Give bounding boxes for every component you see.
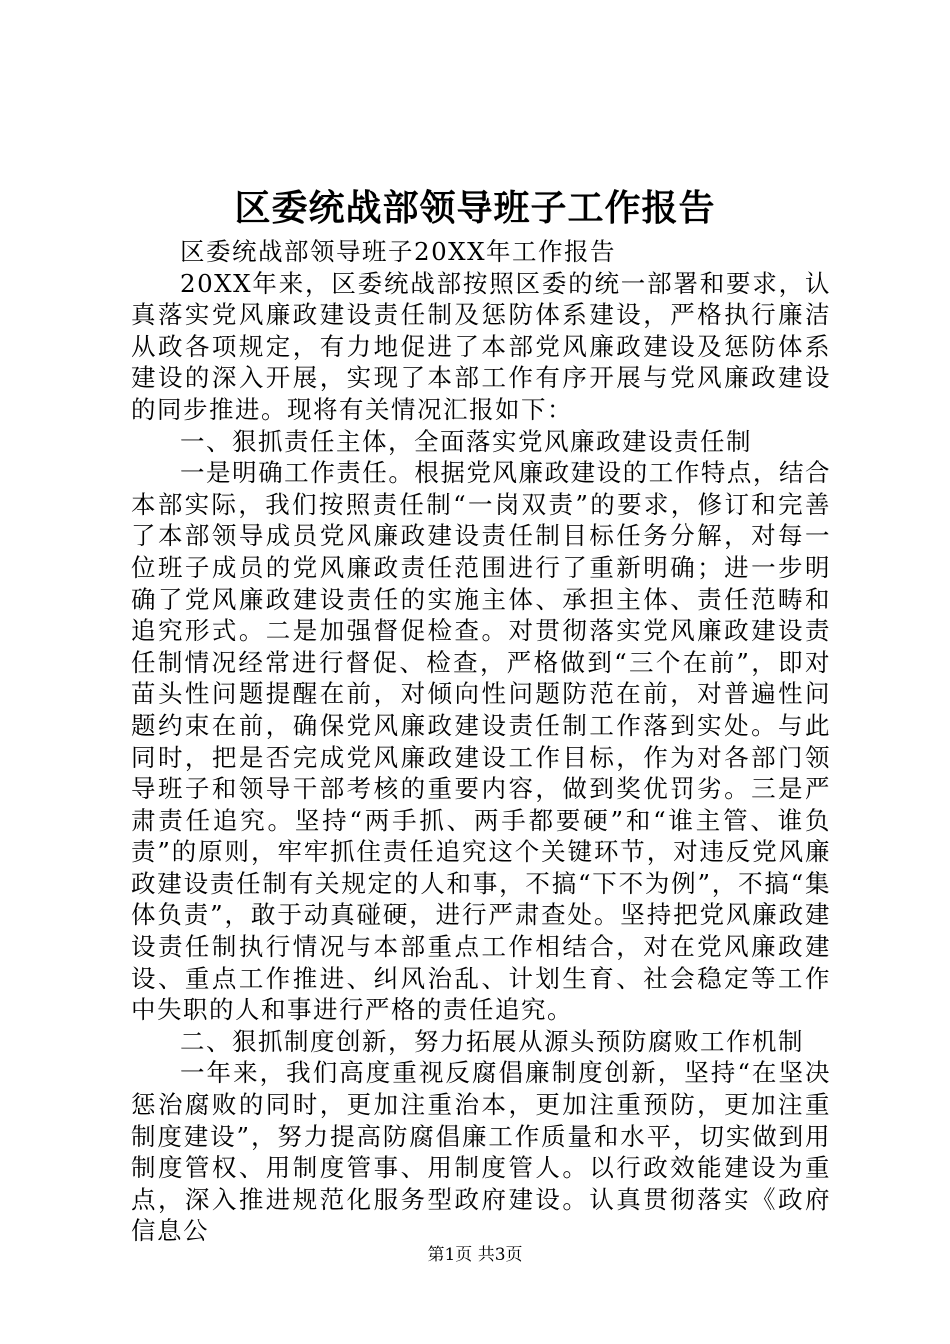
section-heading-2: 二、狠抓制度创新，努力拓展从源头预防腐败工作机制 <box>180 1026 804 1056</box>
document-title: 区委统战部领导班子工作报告 <box>234 187 716 229</box>
page-footer: 第1页 共3页 <box>427 1245 523 1265</box>
section-heading-1: 一、狠抓责任主体，全面落实党风廉政建设责任制 <box>180 426 752 456</box>
section-2-paragraph: 一年来，我们高度重视反腐倡廉制度创新，坚持“在坚决惩治腐败的同时，更加注重治本，更加注重预防，更加注重制度建设”，努力提高防腐倡廉工作质量和水平，切实做到用制度管权、用制度管事、用制度管人。以行政效能建设为重点，深入推进规范化服务型政府建设。认真贯彻落实《政府信息公 <box>131 1058 831 1246</box>
intro-paragraph: 20XX年来，区委统战部按照区委的统一部署和要求，认真落实党风廉政建设责任制及惩防体系建设，严格执行廉洁从政各项规定，有力地促进了本部党风廉政建设及惩防体系建设的深入开展，实现了本部工作有序开展与党风廉政建设的同步推进。现将有关情况汇报如下： <box>131 268 831 424</box>
report-subtitle: 区委统战部领导班子20XX年工作报告 <box>180 237 617 266</box>
section-1-paragraph: 一是明确工作责任。根据党风廉政建设的工作特点，结合本部实际，我们按照责任制“一岗双责”的要求，修订和完善了本部领导成员党风廉政建设责任制目标任务分解，对每一位班子成员的党风廉政责任范围进行了重新明确；进一步明确了党风廉政建设责任的实施主体、承担主体、责任范畴和追究形式。二是加强督促检查。对贯彻落实党风廉政建设责任制情况经常进行督促、检查，严格做到“三个在前”，即对苗头性问题提醒在前，对倾向性问题防范在前，对普遍性问题约束在前，确保党风廉政建设责任制工作落到实处。与此同时，把是否完成党风廉政建设工作目标，作为对各部门领导班子和领导干部考核的重要内容，做到奖优罚劣。三是严肃责任追究。坚持“两手抓、两手都要硬”和“谁主管、谁负责”的原则，牢牢抓住责任追究这个关键环节，对违反党风廉政建设责任制有关规定的人和事，不搞“下不为例”，不搞“集体负责”，敢于动真碰硬，进行严肃查处。坚持把党风廉政建设责任制执行情况与本部重点工作相结合，对在党风廉政建设、重点工作推进、纠风治乱、计划生育、社会稳定等工作中失职的人和事进行严格的责任追究。 <box>131 458 831 1025</box>
document-body <box>131 236 831 1247</box>
